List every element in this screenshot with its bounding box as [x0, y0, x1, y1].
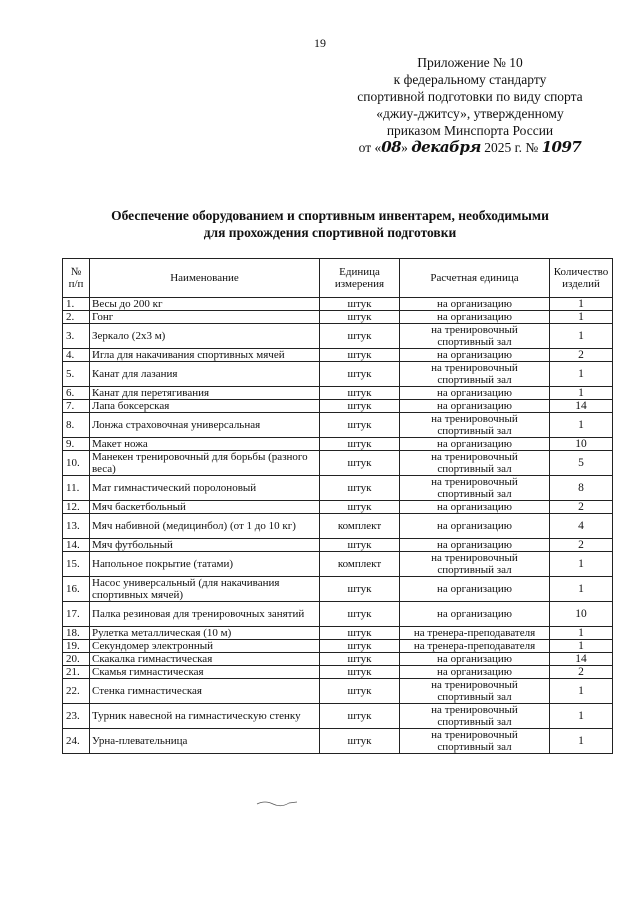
cell-qty: 1 — [550, 387, 613, 400]
cell-calc: на тренировочный спортивный зал — [400, 476, 550, 501]
cell-calc: на тренировочный спортивный зал — [400, 679, 550, 704]
cell-name: Напольное покрытие (татами) — [90, 552, 320, 577]
document-title — [70, 207, 590, 241]
cell-calc: на организацию — [400, 666, 550, 679]
cell-calc: на тренировочный спортивный зал — [400, 324, 550, 349]
cell-name: Лапа боксерская — [90, 400, 320, 413]
cell-calc: на организацию — [400, 349, 550, 362]
cell-calc: на тренировочный спортивный зал — [400, 362, 550, 387]
cell-calc: на организацию — [400, 387, 550, 400]
appendix-line-5: приказом Минспорта России — [386, 123, 554, 138]
cell-name: Игла для накачивания спортивных мячей — [90, 349, 320, 362]
table-row — [63, 577, 613, 602]
cell-qty: 1 — [550, 627, 613, 640]
cell-calc: на тренировочный спортивный зал — [400, 451, 550, 476]
cell-calc: на организацию — [400, 653, 550, 666]
appendix-line-4: «джиу-джитсу», утвержденному — [376, 106, 564, 121]
cell-name: Турник навесной на гимнастическую стенку — [90, 704, 320, 729]
cell-qty: 2 — [550, 666, 613, 679]
cell-calc: на тренировочный спортивный зал — [400, 413, 550, 438]
table-body — [63, 298, 613, 754]
cell-num: 7. — [63, 400, 90, 413]
cell-unit: штук — [320, 729, 400, 754]
cell-name: Зеркало (2х3 м) — [90, 324, 320, 349]
cell-num: 17. — [63, 602, 90, 627]
cell-num: 3. — [63, 324, 90, 349]
cell-num: 10. — [63, 451, 90, 476]
table-header-row — [63, 259, 613, 298]
date-mid: » — [401, 140, 408, 155]
cell-name: Палка резиновая для тренировочных занятий — [90, 602, 320, 627]
table-row — [63, 324, 613, 349]
cell-num: 1. — [63, 298, 90, 311]
table-row — [63, 400, 613, 413]
cell-qty: 10 — [550, 602, 613, 627]
cell-num: 13. — [63, 514, 90, 539]
cell-calc: на тренировочный спортивный зал — [400, 704, 550, 729]
cell-name: Канат для лазания — [90, 362, 320, 387]
cell-name: Мат гимнастический поролоновый — [90, 476, 320, 501]
cell-num: 14. — [63, 539, 90, 552]
cell-unit: штук — [320, 653, 400, 666]
cell-qty: 1 — [550, 679, 613, 704]
cell-unit: штук — [320, 451, 400, 476]
cell-num: 8. — [63, 413, 90, 438]
cell-qty: 1 — [550, 311, 613, 324]
cell-unit: штук — [320, 400, 400, 413]
appendix-line-3: спортивной подготовки по виду спорта — [357, 89, 583, 104]
cell-qty: 8 — [550, 476, 613, 501]
table-row — [63, 413, 613, 438]
table-row — [63, 438, 613, 451]
cell-num: 20. — [63, 653, 90, 666]
header-qty: Количество изделий — [550, 259, 613, 298]
cell-name: Урна-плевательница — [90, 729, 320, 754]
cell-num: 4. — [63, 349, 90, 362]
appendix-header — [330, 54, 610, 156]
cell-unit: штук — [320, 704, 400, 729]
cell-qty: 1 — [550, 640, 613, 653]
header-calc: Расчетная единица — [400, 259, 550, 298]
cell-num: 16. — [63, 577, 90, 602]
table-row — [63, 653, 613, 666]
cell-qty: 1 — [550, 324, 613, 349]
cell-name: Скакалка гимнастическая — [90, 653, 320, 666]
cell-calc: на организацию — [400, 400, 550, 413]
cell-name: Скамья гимнастическая — [90, 666, 320, 679]
doc-number-handwritten: 1097 — [541, 138, 582, 156]
cell-unit: штук — [320, 679, 400, 704]
cell-name: Мяч баскетбольный — [90, 501, 320, 514]
header-unit: Единица измерения — [320, 259, 400, 298]
cell-unit: штук — [320, 666, 400, 679]
cell-qty: 1 — [550, 298, 613, 311]
cell-name: Манекен тренировочный для борьбы (разного веса) — [90, 451, 320, 476]
cell-unit: штук — [320, 539, 400, 552]
cell-calc: на тренера-преподавателя — [400, 640, 550, 653]
cell-calc: на организацию — [400, 539, 550, 552]
cell-calc: на тренировочный спортивный зал — [400, 729, 550, 754]
table-row — [63, 640, 613, 653]
header-num: № п/п — [63, 259, 90, 298]
table-row — [63, 501, 613, 514]
cell-qty: 5 — [550, 451, 613, 476]
cell-unit: штук — [320, 438, 400, 451]
date-month-handwritten: декабря — [411, 138, 481, 156]
cell-unit: штук — [320, 602, 400, 627]
cell-num: 23. — [63, 704, 90, 729]
appendix-line-1: Приложение № 10 — [417, 55, 523, 70]
cell-calc: на организацию — [400, 577, 550, 602]
header-name: Наименование — [90, 259, 320, 298]
cell-name: Секундомер электронный — [90, 640, 320, 653]
table-row — [63, 602, 613, 627]
cell-name: Насос универсальный (для накачивания спортивных мячей) — [90, 577, 320, 602]
cell-calc: на организацию — [400, 311, 550, 324]
cell-qty: 4 — [550, 514, 613, 539]
cell-calc: на организацию — [400, 501, 550, 514]
cell-qty: 2 — [550, 539, 613, 552]
appendix-line-2: к федеральному стандарту — [393, 72, 547, 87]
cell-calc: на организацию — [400, 514, 550, 539]
cell-qty: 1 — [550, 362, 613, 387]
cell-qty: 14 — [550, 400, 613, 413]
date-day-handwritten: 08 — [381, 138, 402, 156]
cell-name: Гонг — [90, 311, 320, 324]
table-row — [63, 311, 613, 324]
cell-name: Канат для перетягивания — [90, 387, 320, 400]
cell-num: 12. — [63, 501, 90, 514]
cell-unit: штук — [320, 476, 400, 501]
cell-name: Лонжа страховочная универсальная — [90, 413, 320, 438]
table-row — [63, 387, 613, 400]
cell-unit: штук — [320, 501, 400, 514]
table-row — [63, 539, 613, 552]
cell-num: 24. — [63, 729, 90, 754]
cell-qty: 1 — [550, 577, 613, 602]
cell-num: 15. — [63, 552, 90, 577]
cell-name: Стенка гимнастическая — [90, 679, 320, 704]
table-row — [63, 451, 613, 476]
cell-num: 5. — [63, 362, 90, 387]
table-row — [63, 514, 613, 539]
table-row — [63, 298, 613, 311]
cell-qty: 14 — [550, 653, 613, 666]
cell-name: Мяч футбольный — [90, 539, 320, 552]
cell-calc: на организацию — [400, 602, 550, 627]
title-line-1: Обеспечение оборудованием и спортивным инвентарем, необходимыми — [111, 208, 549, 223]
cell-name: Мяч набивной (медицинбол) (от 1 до 10 кг) — [90, 514, 320, 539]
cell-unit: штук — [320, 311, 400, 324]
cell-unit: штук — [320, 298, 400, 311]
cell-unit: штук — [320, 640, 400, 653]
cell-unit: комплект — [320, 514, 400, 539]
date-prefix: от « — [358, 140, 382, 155]
cell-qty: 2 — [550, 501, 613, 514]
pen-mark — [255, 798, 300, 808]
cell-qty: 1 — [550, 552, 613, 577]
cell-unit: штук — [320, 577, 400, 602]
cell-unit: штук — [320, 362, 400, 387]
cell-num: 18. — [63, 627, 90, 640]
cell-num: 22. — [63, 679, 90, 704]
table-row — [63, 666, 613, 679]
cell-unit: комплект — [320, 552, 400, 577]
page-number: 19 — [314, 36, 326, 50]
cell-name: Весы до 200 кг — [90, 298, 320, 311]
cell-calc: на организацию — [400, 438, 550, 451]
cell-unit: штук — [320, 387, 400, 400]
cell-qty: 10 — [550, 438, 613, 451]
cell-qty: 1 — [550, 413, 613, 438]
cell-num: 9. — [63, 438, 90, 451]
cell-num: 6. — [63, 387, 90, 400]
cell-unit: штук — [320, 627, 400, 640]
cell-name: Макет ножа — [90, 438, 320, 451]
cell-unit: штук — [320, 413, 400, 438]
cell-name: Рулетка металлическая (10 м) — [90, 627, 320, 640]
cell-num: 21. — [63, 666, 90, 679]
cell-unit: штук — [320, 349, 400, 362]
table-row — [63, 627, 613, 640]
table-row — [63, 362, 613, 387]
cell-calc: на организацию — [400, 298, 550, 311]
cell-qty: 1 — [550, 729, 613, 754]
cell-calc: на тренера-преподавателя — [400, 627, 550, 640]
date-year: 2025 г. № — [484, 140, 539, 155]
cell-num: 11. — [63, 476, 90, 501]
cell-num: 19. — [63, 640, 90, 653]
equipment-table — [62, 258, 613, 754]
cell-qty: 2 — [550, 349, 613, 362]
title-line-2: для прохождения спортивной подготовки — [203, 225, 457, 240]
appendix-date-line — [330, 139, 610, 156]
table-row — [63, 679, 613, 704]
table-row — [63, 552, 613, 577]
table-row — [63, 729, 613, 754]
table-row — [63, 349, 613, 362]
cell-num: 2. — [63, 311, 90, 324]
cell-unit: штук — [320, 324, 400, 349]
table-row — [63, 476, 613, 501]
cell-calc: на тренировочный спортивный зал — [400, 552, 550, 577]
cell-qty: 1 — [550, 704, 613, 729]
table-row — [63, 704, 613, 729]
